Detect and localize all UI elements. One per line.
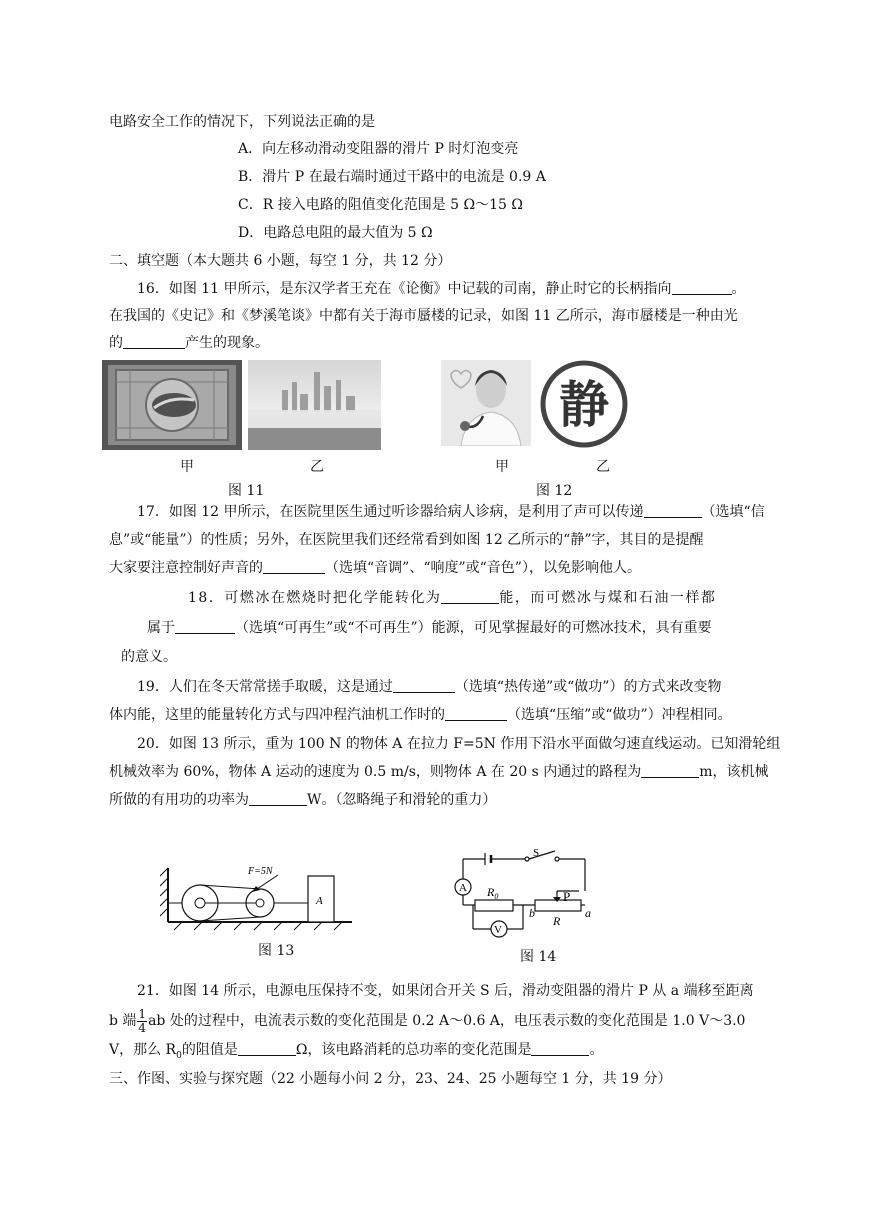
svg-text:P: P — [563, 889, 571, 904]
answer-blank[interactable] — [644, 503, 702, 518]
answer-blank[interactable] — [263, 559, 325, 574]
q18-line2: 属于 （选填“可再生”或“不可再生”）能源，可见掌握最好的可燃冰技术，具有重要 — [147, 620, 712, 636]
fig12-quiet-sign — [540, 360, 628, 448]
q17-line1: 17．如图 12 甲所示，在医院里医生通过听诊器给病人诊病，是利用了声可以传递 （选填“信 — [137, 504, 765, 520]
answer-blank[interactable] — [238, 1041, 296, 1056]
fig11-compass-image — [102, 360, 242, 450]
svg-text:A: A — [316, 895, 323, 907]
answer-blank[interactable] — [641, 763, 699, 778]
fig12-label-b: 乙 — [596, 459, 610, 475]
fig12-label-a: 甲 — [495, 459, 509, 475]
svg-text:R0: $R_0$ — [487, 885, 499, 901]
answer-blank[interactable] — [123, 334, 185, 349]
q16-line3: 的 产生的现象。 — [109, 335, 269, 351]
svg-text:V: V — [494, 924, 502, 936]
fig14-circuit-diagram — [445, 845, 605, 945]
answer-blank[interactable] — [531, 1041, 589, 1056]
q20-line1: 20．如图 13 所示，重为 100 N 的物体 A 在拉力 F=5N 作用下沿水平面做匀速直线运动。已知滑轮组 — [137, 736, 781, 752]
svg-text:F=5N: F=5N — [248, 866, 273, 877]
answer-blank[interactable] — [249, 791, 307, 806]
section3-title: 三、作图、实验与探究题（22 小题每小问 2 分，23、24、25 小题每空 1 分，共 19 分） — [109, 1071, 672, 1087]
answer-blank[interactable] — [672, 280, 732, 295]
fig13-pulley-diagram — [160, 858, 360, 938]
fig12-doctor-image — [441, 360, 531, 446]
fig11-label-a: 甲 — [180, 459, 194, 475]
svg-text:S: S — [533, 847, 540, 859]
fig12-caption: 图 12 — [536, 483, 573, 499]
answer-blank[interactable] — [175, 619, 235, 634]
svg-text:A: A — [459, 882, 467, 894]
q20-line3: 所做的有用功的功率为 W。（忽略绳子和滑轮的重力） — [109, 792, 497, 808]
answer-blank[interactable] — [393, 678, 455, 693]
svg-text:静: 静 — [559, 376, 609, 434]
q15-option-b: B．滑片 P 在最右端时通过干路中的电流是 0.9 A — [238, 169, 546, 185]
q18-line1: 18．可燃冰在燃烧时把化学能转化为 能，而可燃冰与煤和石油一样都 — [188, 590, 717, 606]
fig14-caption: 图 14 — [520, 949, 557, 965]
q15-option-a: A．向左移动滑动变阻器的滑片 P 时灯泡变亮 — [238, 141, 519, 157]
section2-title: 二、填空题（本大题共 6 小题，每空 1 分，共 12 分） — [109, 253, 452, 269]
q21-line2: b 端 $\frac{1}{4}$ ab 处的过程中，电流表示数的变化范围是 0.2 A～0.6 A，电压表示数的变化范围是 1.0 V～3.0 — [109, 1006, 746, 1035]
answer-blank[interactable] — [445, 706, 507, 721]
q16-line2: 在我国的《史记》和《梦溪笔谈》中都有关于海市蜃楼的记录，如图 11 乙所示，海市蜃楼是一种由光 — [109, 308, 738, 324]
q15-option-c: C．R 接入电路的阻值变化范围是 5 Ω～15 Ω — [238, 197, 523, 213]
svg-text:a: a — [585, 906, 591, 920]
fig11-label-b: 乙 — [310, 459, 324, 475]
q21-line1: 21．如图 14 所示，电源电压保持不变，如果闭合开关 S 后，滑动变阻器的滑片 P 从 a 端移至距离 — [137, 983, 754, 999]
q16-line1: 16．如图 11 甲所示，是东汉学者王充在《论衡》中记载的司南，静止时它的长柄指向 。 — [137, 281, 746, 297]
fig11-mirage-image — [248, 360, 381, 450]
svg-text:b: b — [529, 906, 535, 920]
q15-option-d: D．电路总电阻的最大值为 5 Ω — [238, 225, 433, 241]
q19-line2: 体内能，这里的能量转化方式与四冲程汽油机工作时的 （选填“压缩”或“做功”）冲程相同。 — [109, 707, 732, 723]
q17-line2: 息”或“能量”）的性质；另外，在医院里我们还经常看到如图 12 乙所示的“静”字，其目的是提醒 — [109, 532, 704, 548]
q20-line2: 机械效率为 60%，物体 A 运动的速度为 0.5 m/s，则物体 A 在 20 s 内通过的路程为 m，该机械 — [109, 764, 769, 780]
q21-line3: V，那么 $R_0$的阻值是 Ω，该电路消耗的总功率的变化范围是 。 — [109, 1042, 604, 1061]
answer-blank[interactable] — [441, 589, 499, 604]
fraction-quarter: $\frac{1}{4}$ — [138, 1006, 147, 1035]
q15-intro: 电路安全工作的情况下，下列说法正确的是 — [109, 114, 375, 130]
q18-line3: 的意义。 — [121, 649, 177, 665]
fig11-caption: 图 11 — [228, 483, 265, 499]
svg-text:R: R — [553, 914, 561, 928]
q19-line1: 19．人们在冬天常常搓手取暖，这是通过 （选填“热传递”或“做功”）的方式来改变物 — [137, 679, 722, 695]
q17-line3: 大家要注意控制好声音的 （选填“音调”、“响度”或“音色”），以免影响他人。 — [109, 560, 641, 576]
fig13-caption: 图 13 — [258, 943, 295, 959]
